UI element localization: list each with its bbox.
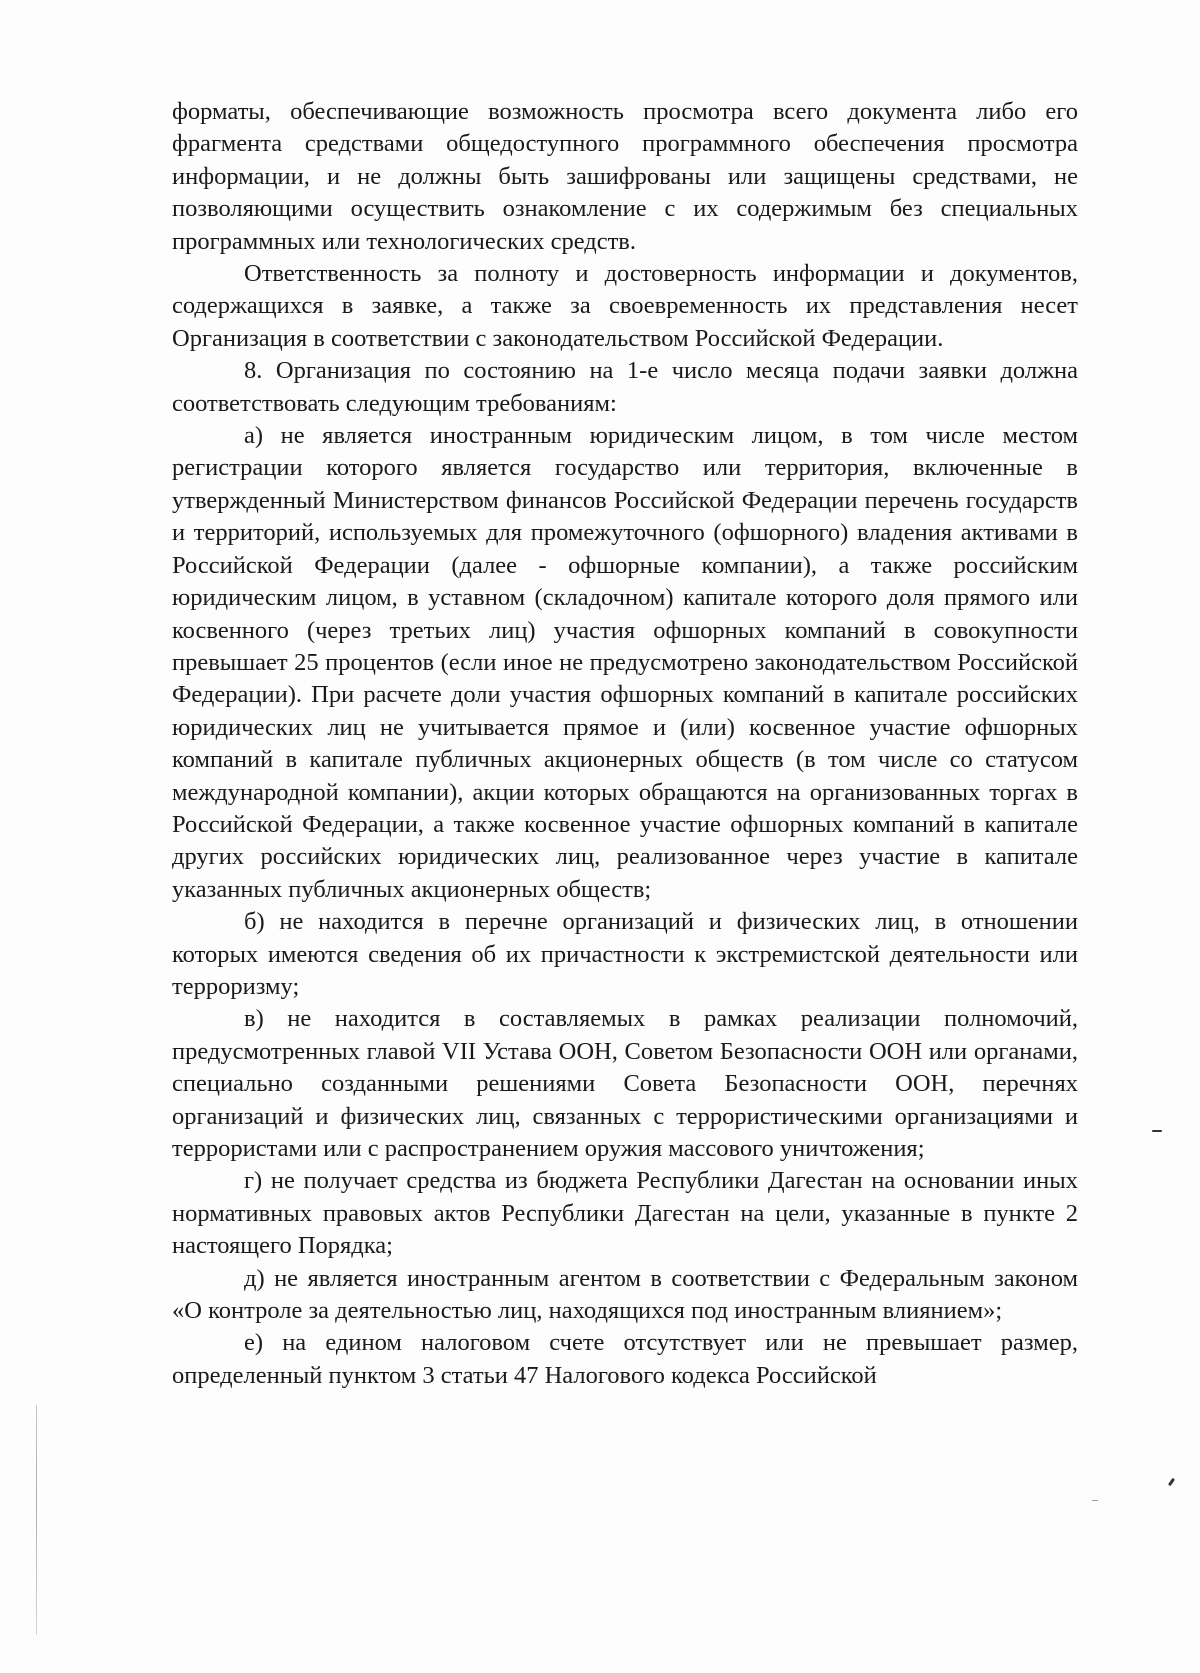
paragraph-subitem-d: д) не является иностранным агентом в соответствии с Федеральным законом «О контроле за деятельностью лиц, находящихся под иностранным влиянием»; bbox=[172, 1264, 1078, 1325]
scan-artifact-mark bbox=[1152, 1130, 1162, 1132]
paragraph-subitem-a: а) не является иностранным юридическим лицом, в том числе местом регистрации которого является государство или территория, включенные в утвержденный Министерством финансов Российской Федерации перечень государств и территорий, используемых для промежуточного (офшорного) владения активами в Российской Федерации (далее - офшорные компании), а также российским юридическим лицом, в уставном (складочном) капитале которого доля прямого или косвенного (через третьих лиц) участия офшорных компаний в совокупности превышает 25 процентов (если иное не предусмотрено законодательством Российской Федерации). При расчете доли участия офшорных компаний в капитале российских юридических лиц не учитывается прямое и (или) косвенное участие офшорных компаний в капитале публичных акционерных обществ (в том числе со статусом международной компании), акции которых обращаются на организованных торгах в Российской Федерации, а также косвенное участие офшорных компаний в капитале других российских юридических лиц, реализованное через участие в капитале указанных публичных акционерных обществ; bbox=[172, 422, 1078, 903]
scan-artifact-mark bbox=[1092, 1500, 1098, 1501]
scan-artifact-mark bbox=[1168, 1478, 1175, 1486]
paragraph-item-8: 8. Организация по состоянию на 1-е число месяца подачи заявки должна соответствовать следующим требованиям: bbox=[172, 357, 1078, 417]
scan-edge-line bbox=[36, 1405, 37, 1635]
document-body bbox=[172, 96, 1078, 1392]
paragraph-subitem-e: е) на едином налоговом счете отсутствует или не превышает размер, определенный пунктом 3 статьи 47 Налогового кодекса Российской bbox=[172, 1329, 1078, 1389]
paragraph-responsibility: Ответственность за полноту и достоверность информации и документов, содержащихся в заявке, а также за своевременность их представления несет Организация в соответствии с законодательством Российской Федерации. bbox=[172, 260, 1078, 352]
paragraph-formats-continuation: форматы, обеспечивающие возможность просмотра всего документа либо его фрагмента средствами общедоступного программного обеспечения просмотра информации, и не должны быть зашифрованы или защищены средствами, не позволяющими осуществить ознакомление с их содержимым без специальных программных или технологических средств. bbox=[172, 98, 1078, 255]
paragraph-subitem-b: б) не находится в перечне организаций и физических лиц, в отношении которых имеются сведения об их причастности к экстремистской деятельности или терроризму; bbox=[172, 908, 1078, 1000]
paragraph-subitem-v: в) не находится в составляемых в рамках реализации полномочий, предусмотренных главой VII Устава ООН, Советом Безопасности ООН или органами, специально созданными решениями Совета Безопасности ООН, перечнях организаций и физических лиц, связанных с террористическими организациями и террористами или с распространением оружия массового уничтожения; bbox=[172, 1005, 1078, 1162]
paragraph-subitem-g: г) не получает средства из бюджета Республики Дагестан на основании иных нормативных правовых актов Республики Дагестан на цели, указанные в пункте 2 настоящего Порядка; bbox=[172, 1167, 1078, 1260]
